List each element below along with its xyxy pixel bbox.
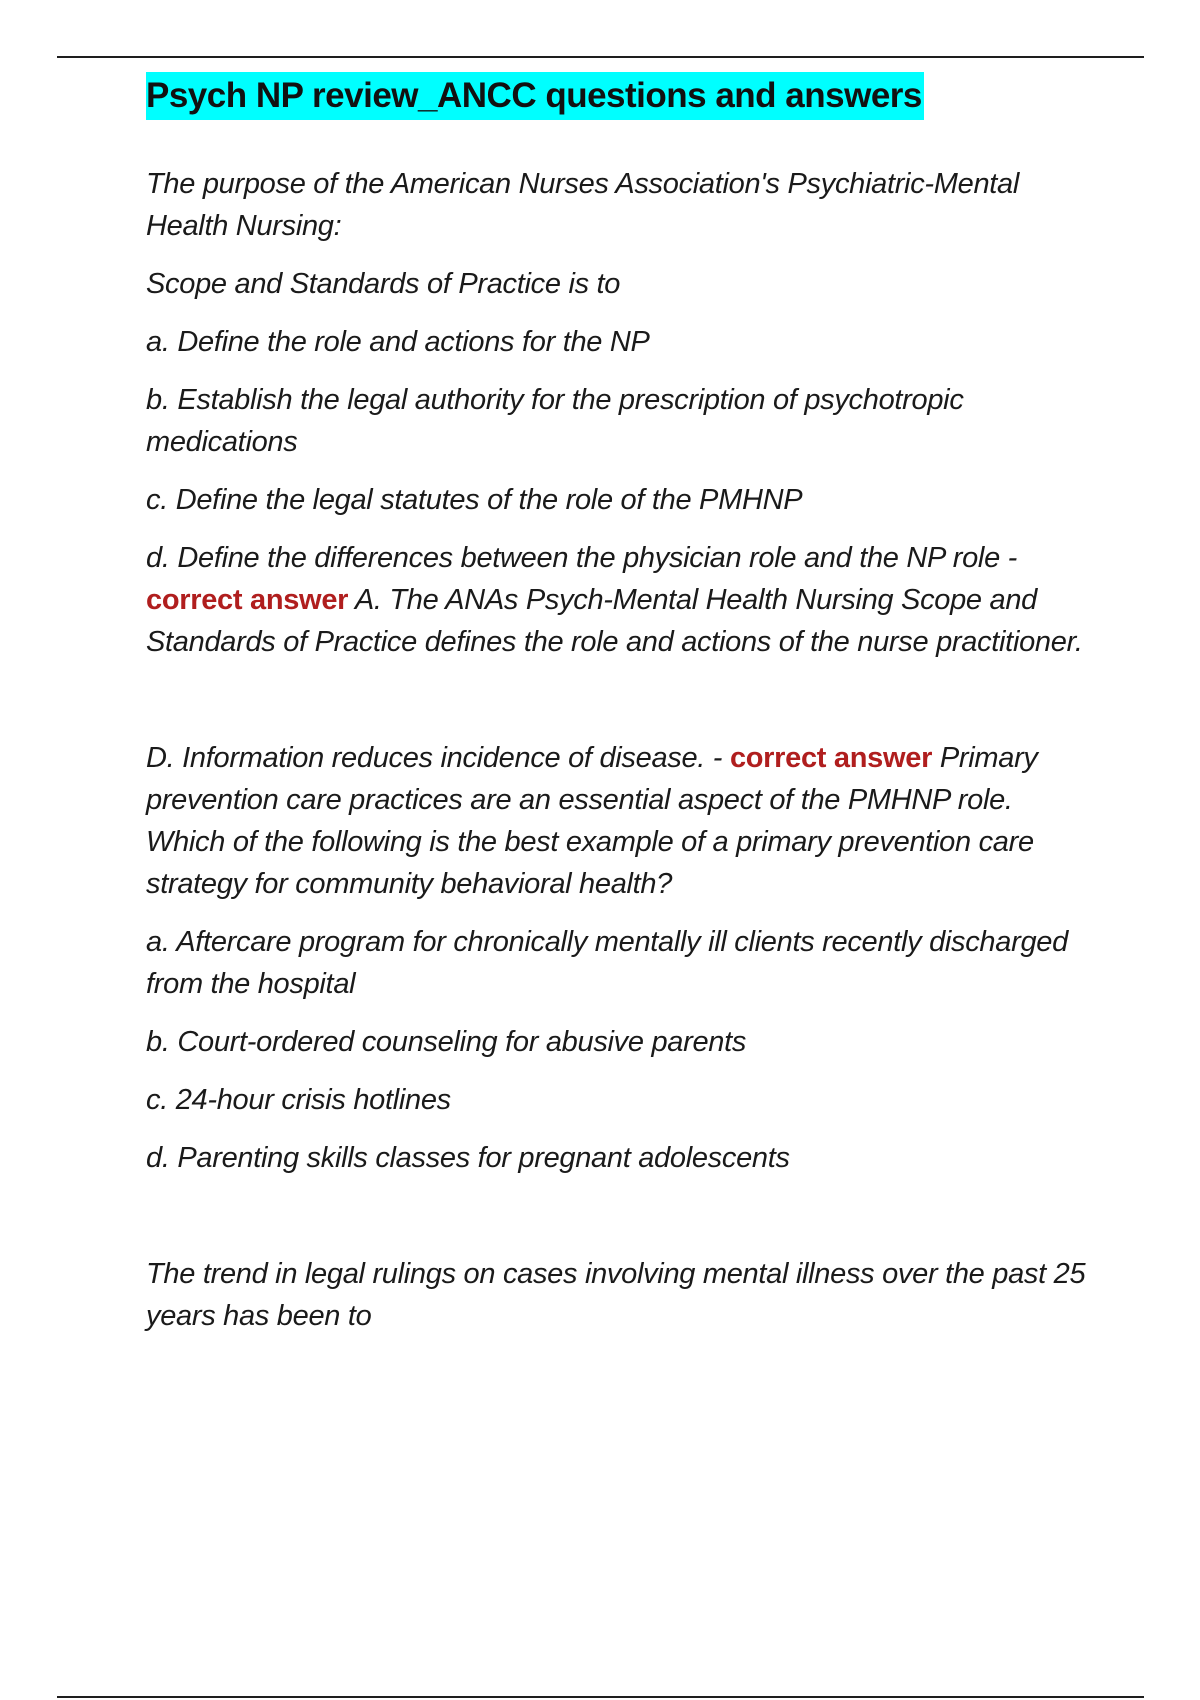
q1-stem-line2: Scope and Standards of Practice is to xyxy=(146,268,621,300)
bottom-rule xyxy=(57,1696,1144,1698)
q3-stem: The trend in legal rulings on cases involving mental illness over the past 25 years has been to xyxy=(146,1258,1086,1332)
q1-option-d-with-answer xyxy=(146,537,1096,663)
q2-correct-answer-label: correct answer xyxy=(729,742,933,774)
q1-option-b: b. Establish the legal authority for the prescription of psychotropic medications xyxy=(146,384,964,458)
q1-option-a: a. Define the role and actions for the NP xyxy=(146,326,650,358)
question-2 xyxy=(146,737,1096,1179)
q1-option-d: d. Define the differences between the physician role and the NP role - xyxy=(146,542,1018,574)
q1-correct-answer-label: correct answer xyxy=(146,584,349,616)
q2-option-c: c. 24-hour crisis hotlines xyxy=(146,1084,451,1116)
q1-option-c: c. Define the legal statutes of the role of the PMHNP xyxy=(146,484,803,516)
document-body xyxy=(146,72,1096,1337)
q2-option-b: b. Court-ordered counseling for abusive parents xyxy=(146,1026,747,1058)
q1-stem-line1: The purpose of the American Nurses Association's Psychiatric-Mental Health Nursing: xyxy=(146,168,1019,242)
q2-lead-text: D. Information reduces incidence of disease. - xyxy=(146,742,723,774)
question-1 xyxy=(146,163,1096,663)
q2-option-d: d. Parenting skills classes for pregnant adolescents xyxy=(146,1142,790,1174)
q2-stem: Primary prevention care practices are an essential aspect of the PMHNP role. Which of the following is the best example of a primary prevention care strategy for community behavioral health? xyxy=(146,742,1038,900)
q2-paragraph xyxy=(146,737,1096,905)
question-3 xyxy=(146,1253,1096,1337)
q2-option-a: a. Aftercare program for chronically mentally ill clients recently discharged from the hospital xyxy=(146,926,1068,1000)
document-title: Psych NP review_ANCC questions and answers xyxy=(146,72,924,120)
q1-answer-text: A. The ANAs Psych-Mental Health Nursing Scope and Standards of Practice defines the role and actions of the nurse practitioner. xyxy=(146,584,1083,658)
top-rule xyxy=(57,56,1144,58)
